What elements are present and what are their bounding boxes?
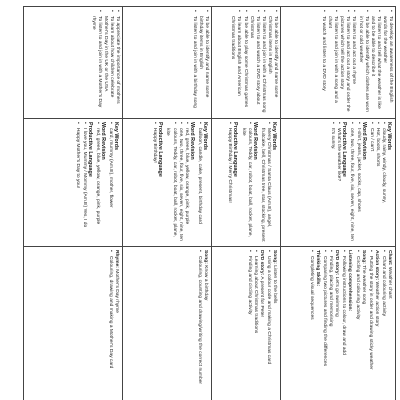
bullet-item: • To learn about how children celebrate Mother's Day in the UK or the USA [102,15,114,115]
bullet-item: • Happy Birthday / Merry Christmas! [226,127,232,243]
language-heading: Key Words [271,122,277,151]
bullet-item: • To listen to and join in with a song and a chant [326,15,338,115]
bullet-item: • What's the weather like? [335,127,341,243]
activities-cell [123,247,212,400]
bullet-item: • To watch and listen to a DVD story [320,15,326,115]
activity-title [360,250,366,400]
language-section [94,122,106,243]
bullet-item: • I love you, Mummy / Mommy (Am.E) Yes, I do [80,127,86,243]
bullet-item: • To listen to and watch a DVD story about Christmas [248,15,260,115]
language-list [348,122,360,243]
language-heading: Key Words [202,122,208,151]
activity-name: The weather song [360,263,366,305]
activity-name: Know a birthday [203,263,208,301]
activity-name: Mother's Day rhyme [114,267,119,313]
activity-list [367,250,373,400]
objectives-list [320,10,393,115]
activity-list [265,250,271,400]
activity-title [271,250,277,400]
language-heading: Key Words [113,122,119,151]
activity-title [258,250,264,400]
bullet-item: • To be able to play some Christmas games [241,15,247,115]
activity-title [202,250,208,400]
activity-section [340,250,352,400]
bullet-item: • To learn about English and American Christmas traditions [229,15,241,115]
bullet-item: • Happy Birthday! [151,127,157,243]
bullet-item: • colours, Teddy, car, robot, boat, ball, rocket, plane, kite [164,127,176,243]
language-heading: Word Revision [360,122,367,160]
language-section [151,122,163,243]
bullet-item: • Finding and circling activity [246,255,252,400]
activity-name: Let's go swimming [334,275,340,317]
bullet-item: • Colouring, counting and drawing/writing the correct number [196,255,202,400]
bullet-item: • To listen to and join in with a Mother's Day rhyme [90,15,102,115]
activity-label: Action story: [373,250,379,281]
bullet-item: • To develop an awareness of the English words for the weather [381,15,393,115]
activity-list [196,250,202,400]
objectives-list [191,10,209,115]
bullet-item: • red, green, blue, yellow, orange, pink, purple [183,127,189,243]
activity-list [340,250,346,400]
language-heading: Word Revision [251,122,258,160]
activity-label: Song: [272,250,277,264]
activity-title [386,250,392,400]
bullet-item: • red, green, blue, yellow, orange, pink, purple [94,127,100,243]
language-section [239,122,257,243]
language-section [196,122,208,243]
activities-cell [212,247,281,400]
activity-title [333,250,339,400]
activity-list [246,250,258,400]
activity-name: A present for Peter [258,275,264,318]
bullet-item: • Completing visual sequences [308,255,314,400]
activity-name: Listen to the bells [272,263,277,304]
bullet-item: • Merry Christmas / Santa Claus (Am.E), angel, fruitcake, bell, Christmas tree, star, stocking, present [259,127,271,243]
activity-label: Song: [360,250,366,264]
bullet-item: • Learning about Christmas traditions [252,255,258,400]
bullet-item: • colours, Teddy, car, robot, boat, ball, rocket, plane, kite [239,127,251,243]
activity-section [107,250,119,400]
language-section [368,122,392,243]
bullet-item: • Chant and colouring activity [380,255,386,400]
activity-name: Weather action story [373,280,379,327]
bullet-item: • Colouring, drawing and making a Mother's Day card [107,255,113,400]
language-heading: Productive Language [86,122,93,177]
bullet-item: • It's sunny. [329,127,335,243]
activity-label: Rhyme: [114,250,119,268]
activity-label: Song: [203,250,208,264]
bullet-item: • To listen to and act out a rhyme [350,15,356,115]
plan-row-2 [212,7,281,400]
activity-label: Chant: [387,250,392,266]
bullet-item: • card, mummy (Am.E), mother, flower [107,127,113,243]
lesson-plan-body [24,7,396,400]
language-list [239,122,251,243]
language-section [74,122,92,243]
activity-list [353,250,359,400]
language-cell [212,119,281,247]
activity-section [308,250,320,400]
objectives-list [229,10,278,115]
language-list [329,122,341,243]
language-list [196,122,202,243]
bullet-item: • Finding, placing and memorising [327,255,333,400]
language-cell [24,119,123,247]
bullet-item: • To listen to and join in with a Christmas song [260,15,266,115]
activity-label: DVD story: [258,250,264,276]
activity-title [373,250,379,400]
bullet-item: • Comparing two pictures and finding the differences [321,255,327,400]
language-heading: Productive Language [341,122,348,177]
language-section [107,122,119,243]
plan-row-4 [24,7,123,400]
activity-section [196,250,208,400]
language-list [259,122,271,243]
activity-section [367,250,379,400]
activity-section [321,250,339,400]
bullet-item: • cloudy, rainy, windy, cloudy, sunny, [380,127,386,243]
language-cell [123,119,212,247]
activity-title [113,250,119,400]
objectives-cell [24,7,123,119]
language-heading: Key Words [386,122,392,151]
language-list [74,122,86,243]
language-heading: Productive Language [232,122,239,177]
bullet-item: • Hot, boots, shorts [374,127,380,243]
language-cell [281,119,396,247]
language-section [329,122,347,243]
activity-list [380,250,386,400]
lesson-plan-table [23,6,396,400]
bullet-item: • one, two, three, four, five, six, seven, eight, nine, ten [348,127,354,243]
bullet-item: • Putting the story in order and drawing sticky weather [367,255,373,400]
language-list [107,122,113,243]
bullet-item: • To be able to identify which clothes are worn in hot or cold weather [356,15,368,115]
language-heading: Productive Language [157,122,164,177]
activities-cell [281,247,396,400]
objectives-cell [123,7,212,119]
activity-title [346,250,352,400]
bullet-item: • Can / can't [368,127,374,243]
bullet-item: • To be able to identify and name some Christmas items in English [266,15,278,115]
language-section [259,122,277,243]
language-list [94,122,100,243]
plan-row-1 [281,7,396,400]
language-section [164,122,194,243]
bullet-item: • t-shirt, jeans, jacket, socks, cap, shoes [354,127,360,243]
bullet-item: • To be able to identify and name some birthday items in English [197,15,209,115]
language-list [368,122,386,243]
objectives-cell [281,7,396,119]
activities-cell [24,247,123,400]
plan-row-3 [123,7,212,400]
bullet-item: • Using a colour code and making a Christmas card [265,255,271,400]
activity-section [265,250,277,400]
bullet-item: • To listen to and join in with a birthday song [191,15,197,115]
language-heading: Word Revision [99,122,106,160]
activity-label: DVD story: [334,250,340,276]
activity-section [380,250,392,400]
activity-label: Thinking Skills: [314,250,320,287]
language-section [348,122,366,243]
activity-title [314,250,320,400]
bullet-item: • To listen to and tell what the weather is like and to be able to describe it [369,15,381,115]
activity-list [321,250,333,400]
language-list [164,122,188,243]
activity-section [246,250,264,400]
activity-section [353,250,365,400]
activity-label: Listening comprehension: [347,250,353,312]
bullet-item: • balloon, candle, cake, present, birthday card [196,127,202,243]
activity-list [107,250,113,400]
language-list [226,122,232,243]
bullet-item: • Happy Mother's Day to you! [74,127,80,243]
bullet-item: • Circling and colouring activity [353,255,359,400]
language-heading: Word Revision [188,122,195,160]
objectives-list [90,10,120,115]
activity-name: Weather chant [387,265,392,299]
bullet-item: • one, two, three, four, five, six, seven, eight, nine, ten [177,127,183,243]
activity-list [308,250,314,400]
language-section [226,122,238,243]
objectives-cell [212,7,281,119]
bullet-item: • Following instructions to colour, draw and add [340,255,346,400]
bullet-item: • To listen to and act out a story and order the pictures which tell the action story [338,15,350,115]
bullet-item: • To appreciate the importance of mothers [114,15,120,115]
language-list [151,122,157,243]
